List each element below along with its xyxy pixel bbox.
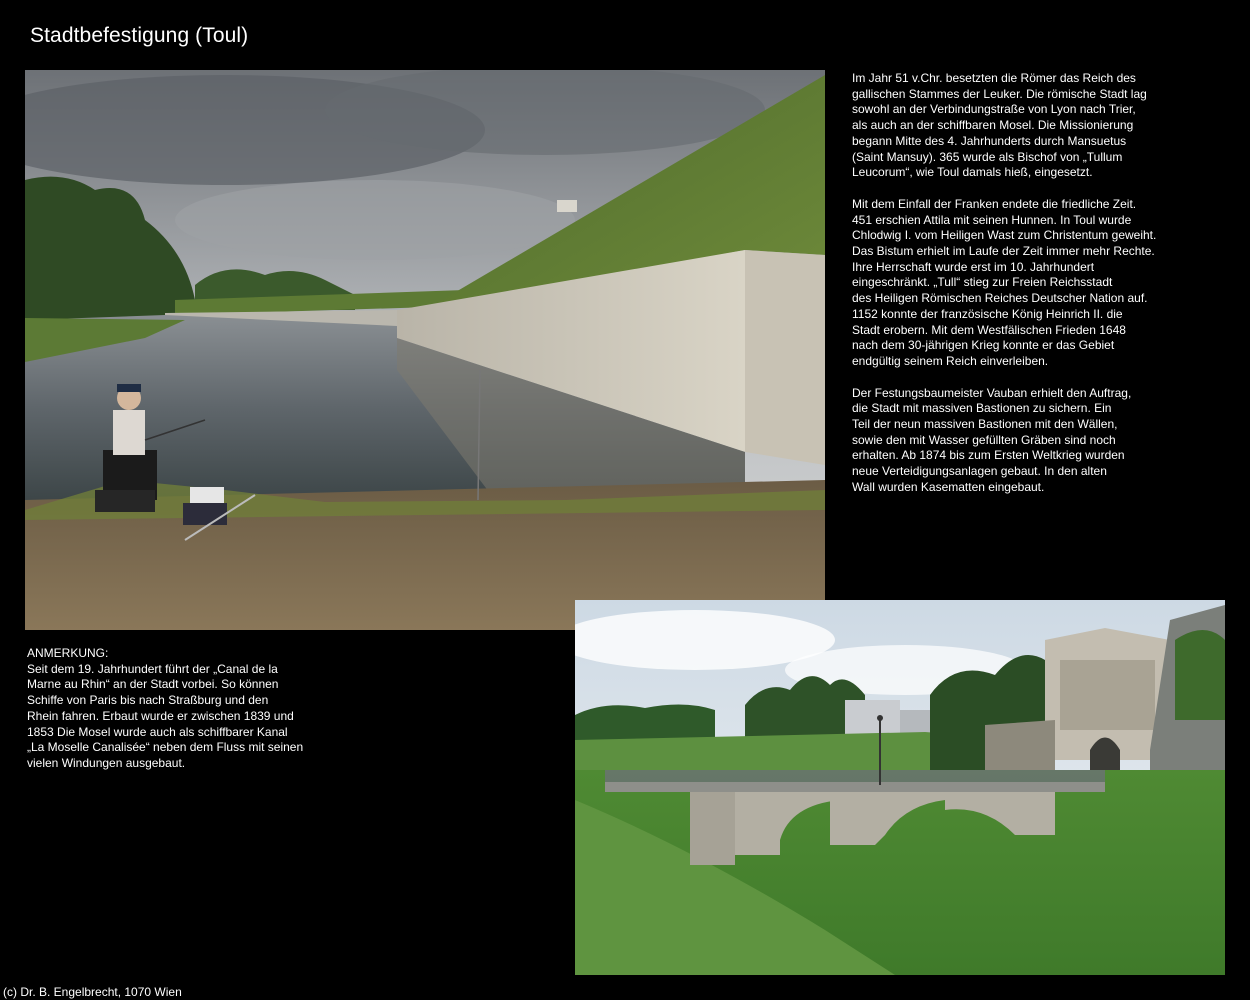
history-paragraph: Der Festungsbaumeister Vauban erhielt den Auftrag, die Stadt mit massiven Bastionen zu sichern. Ein Teil der neun massiven Bastionen mit den Wällen, sowie den mit Wasser gefüllten Gräben sind noch erhalten. Ab 1874 bis zum Ersten Weltkrieg wurden neue Verteidigungsanlagen gebaut. In den alten Wall wurden Kasematten eingebaut. [852,385,1132,494]
note-heading: ANMERKUNG: [27,646,109,660]
note-text [27,646,327,772]
copyright-notice: (c) Dr. B. Engelbrecht, 1070 Wien [3,985,182,999]
photo-moat-fortification [25,70,825,630]
history-text [852,71,1172,512]
photo-bridge-city-gate [575,600,1225,975]
history-paragraph: Mit dem Einfall der Franken endete die friedliche Zeit. 451 erschien Attila mit seinen Hunnen. In Toul wurde Chlodwig I. vom Heiligen Wast zum Christentum geweiht. Das Bistum erhielt im Laufe der Zeit immer mehr Rechte. Ihre Herrschaft wurde erst im 10. Jahrhundert eingeschränkt. „Tull“ stieg zur Freien Reichsstadt des Heiligen Römischen Reiches Deutscher Nation auf. 1152 konnte der französische König Heinrich II. die Stadt erobern. Mit dem Westfälischen Frieden 1648 nach dem 30-jährigen Krieg konnte er das Gebiet endgültig seinem Reich einverleiben. [852,196,1157,368]
page-title: Stadtbefestigung (Toul) [30,24,249,47]
history-paragraph: Im Jahr 51 v.Chr. besetzten die Römer das Reich des gallischen Stammes der Leuker. Die römische Stadt lag sowohl an der Verbindungstraße von Lyon nach Trier, als auch an der schiffbaren Mosel. Die Missionierung begann Mitte des 4. Jahrhunderts durch Mansuetus (Saint Mansuy). 365 wurde als Bischof von „Tullum Leucorum“, wie Toul damals hieß, eingesetzt. [852,71,1147,180]
note-body: Seit dem 19. Jahrhundert führt der „Canal de la Marne au Rhin“ an der Stadt vorbei. So können Schiffe von Paris bis nach Straßburg und den Rhein fahren. Erbaut wurde er zwischen 1839 und 1853 Die Mosel wurde auch als schiffbarer Kanal „La Moselle Canalisée“ neben dem Fluss mit seinen vielen Windungen ausgebaut. [27,661,304,770]
